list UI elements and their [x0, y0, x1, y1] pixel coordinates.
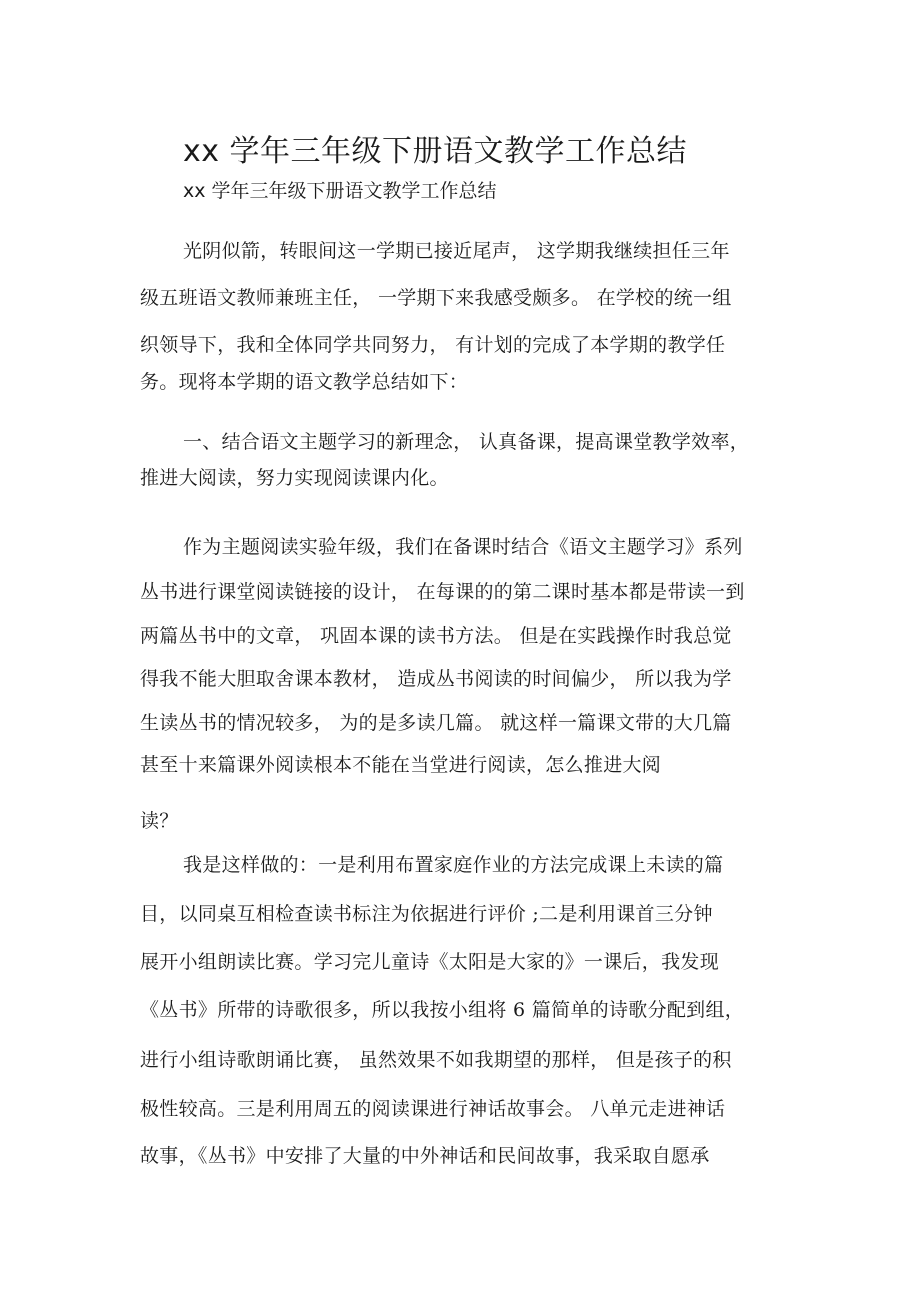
paragraph-line: 光阴似箭，转眼间这一学期已接近尾声， 这学期我继续担任三年	[183, 240, 730, 262]
document-subtitle: xx 学年三年级下册语文教学工作总结	[183, 180, 497, 202]
paragraph-line: 两篇丛书中的文章， 巩固本课的读书方法。 但是在实践操作时我总觉	[140, 625, 732, 647]
paragraph-line: 得我不能大胆取舍课本教材， 造成丛书阅读的时间偏少， 所以我为学	[140, 668, 732, 690]
paragraph-line: 生读丛书的情况较多， 为的是多读几篇。 就这样一篇课文带的大几篇	[140, 712, 732, 734]
paragraph-line: 务。现将本学期的语文教学总结如下：	[140, 371, 469, 393]
paragraph-line: 极性较高。三是利用周五的阅读课进行神话故事会。 八单元走进神话	[140, 1098, 726, 1120]
document-title: xx 学年三年级下册语文教学工作总结	[183, 134, 688, 169]
paragraph-line: 故事，《丛书》中安排了大量的中外神话和民间故事，我采取自愿承	[140, 1145, 710, 1167]
paragraph-line: 甚至十来篇课外阅读根本不能在当堂进行阅读，怎么推进大阅	[140, 754, 662, 776]
paragraph-line: 我是这样做的：一是利用布置家庭作业的方法完成课上未读的篇	[183, 854, 724, 876]
paragraph-line: 进行小组诗歌朗诵比赛， 虽然效果不如我期望的那样， 但是孩子的积	[140, 1049, 732, 1071]
paragraph-line: 读？	[140, 810, 179, 832]
section-heading-line: 推进大阅读，努力实现阅读课内化。	[140, 467, 449, 489]
paragraph-line: 目，以同桌互相检查读书标注为依据进行评价 ;二是利用课首三分钟	[140, 903, 713, 925]
paragraph-line: 展开小组朗读比赛。学习完儿童诗《太阳是大家的》一课后，我发现	[140, 951, 720, 973]
section-heading-line: 一、结合语文主题学习的新理念， 认真备课，提高课堂教学效率，	[183, 431, 750, 453]
paragraph-line: 级五班语文教师兼班主任， 一学期下来我感受颇多。 在学校的统一组	[140, 287, 732, 309]
paragraph-line: 《丛书》所带的诗歌很多，所以我按小组将 6 篇简单的诗歌分配到组，	[140, 999, 745, 1021]
paragraph-line: 丛书进行课堂阅读链接的设计， 在每课的的第二课时基本都是带读一到	[140, 581, 745, 603]
paragraph-line: 作为主题阅读实验年级，我们在备课时结合《语文主题学习》系列	[183, 536, 743, 558]
paragraph-line: 织领导下，我和全体同学共同努力， 有计划的完成了本学期的教学任	[140, 334, 726, 356]
